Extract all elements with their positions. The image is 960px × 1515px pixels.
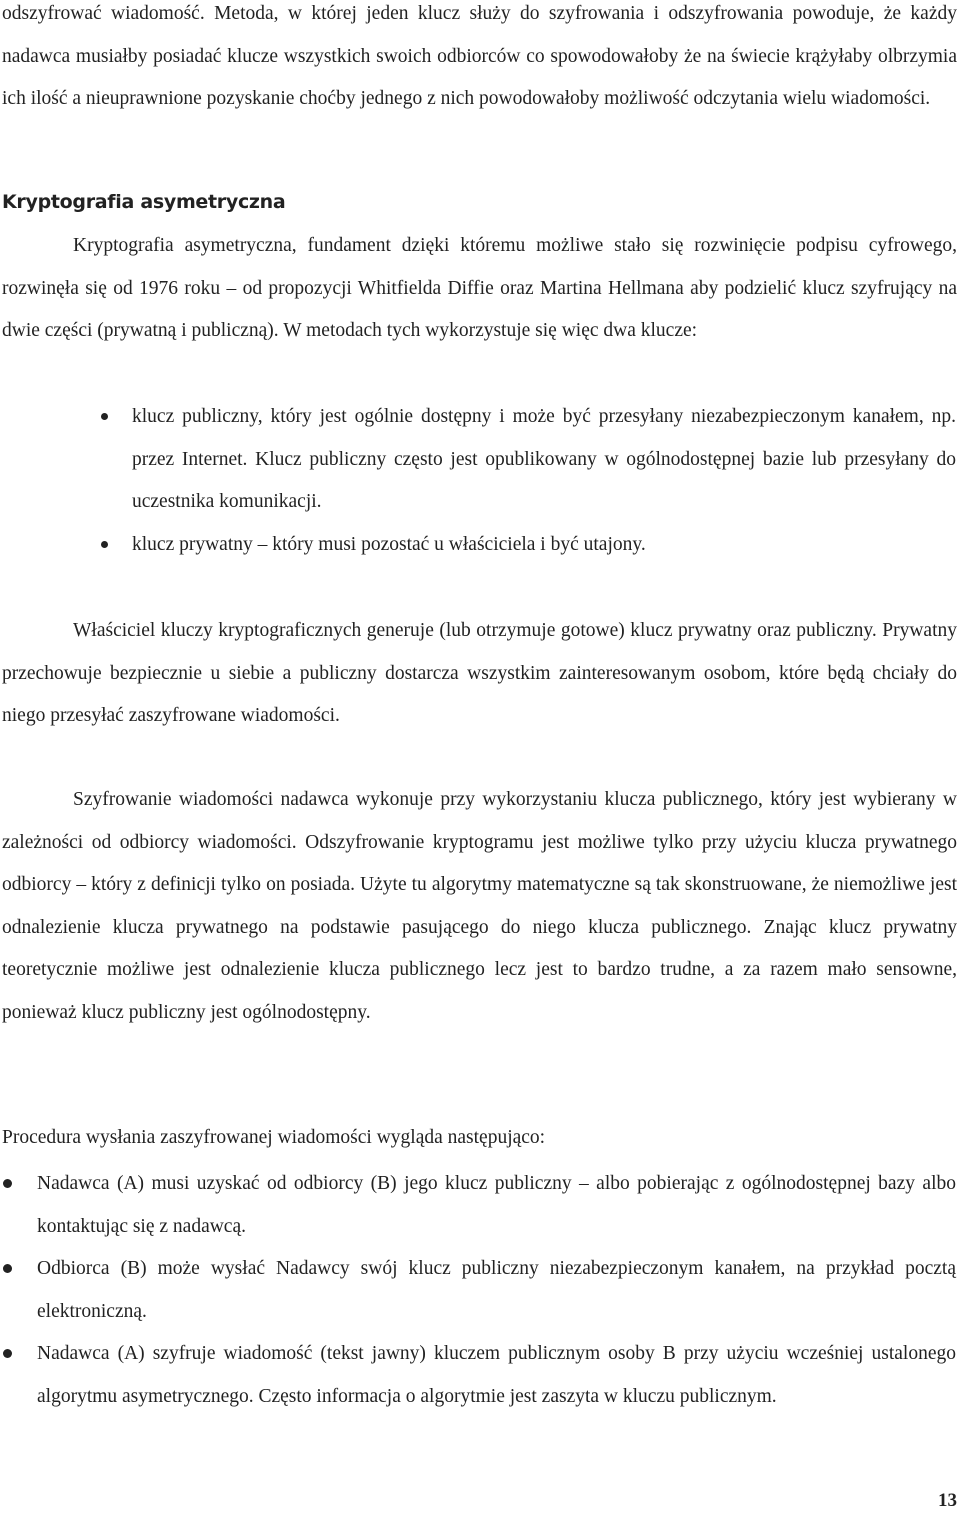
procedure-step [37, 1163, 956, 1248]
list-item-private-key [132, 524, 956, 567]
bullet-icon [3, 1349, 12, 1358]
procedure-step [37, 1333, 956, 1418]
keys-list [132, 396, 956, 566]
section-heading: Kryptografia asymetryczna [2, 191, 286, 213]
bullet-icon [3, 1179, 12, 1188]
procedure-intro: Procedura wysłania zaszyfrowanej wiadomości wygląda następująco: [2, 1127, 546, 1148]
list-item-public-key [132, 396, 956, 524]
procedure-step-text: Nadawca (A) musi uzyskać od odbiorcy (B) jego klucz publiczny – albo pobierając z ogólnodostępnej bazy albo kontaktując się z nadawcą. [37, 1173, 956, 1237]
page-number: 13 [938, 1490, 957, 1511]
list-item-text: klucz prywatny – który musi pozostać u właściciela i być utajony. [132, 533, 646, 555]
procedure-step-text: Odbiorca (B) może wysłać Nadawcy swój klucz publiczny niezabezpieczonym kanałem, na przykład pocztą elektroniczną. [37, 1258, 956, 1322]
procedure-step [37, 1248, 956, 1333]
list-item-text: klucz publiczny, który jest ogólnie dostępny i może być przesyłany niezabezpieczonym kanałem, np. przez Internet. Klucz publiczny często jest opublikowany w ogólnodostępnej bazie lub przesyłany do uczestnika komunikacji. [132, 406, 956, 512]
bullet-icon [3, 1264, 12, 1273]
procedure-step-text: Nadawca (A) szyfruje wiadomość (tekst jawny) kluczem publicznym osoby B przy użyciu wcześniej ustalonego algorytmu asymetrycznego. Często informacja o algorytmie jest zaszyta w kluczu publicznym. [37, 1343, 956, 1407]
bullet-icon [101, 541, 108, 548]
asymmetric-crypto-paragraph: Kryptografia asymetryczna, fundament dzięki któremu możliwe stało się rozwinięcie podpisu cyfrowego, rozwinęła się od 1976 roku – od propozycji Whitfielda Diffie oraz Martina Hellmana aby podzielić klucz szyfrujący na dwie części (prywatną i publiczną). W metodach tych wykorzystuje się więc dwa klucze: [2, 235, 957, 341]
encryption-paragraph: Szyfrowanie wiadomości nadawca wykonuje przy wykorzystaniu klucza publicznego, który jest wybierany w zależności od odbiorcy wiadomości. Odszyfrowanie kryptogramu jest możliwe tylko przy użyciu klucza prywatnego odbiorcy – który z definicji tylko on posiada. Użyte tu algorytmy matematyczne są tak skonstruowane, że niemożliwe jest odnalezienie klucza prywatnego na podstawie pasującego do niego klucza publicznego. Znając klucz prywatny teoretycznie możliwe jest odnalezienie klucza publicznego lecz jest to bardzo trudne, a za razem mało sensowne, ponieważ klucz publiczny jest ogólnodostępny. [2, 789, 957, 1023]
procedure-list [37, 1163, 956, 1418]
bullet-icon [101, 413, 108, 420]
key-owner-paragraph: Właściciel kluczy kryptograficznych generuje (lub otrzymuje gotowe) klucz prywatny oraz publiczny. Prywatny przechowuje bezpiecznie u siebie a publiczny dostarcza wszystkim zainteresowanym osobom, które będą chciały do niego przesyłać zaszyfrowane wiadomości. [2, 620, 957, 726]
intro-paragraph: odszyfrować wiadomość. Metoda, w której jeden klucz służy do szyfrowania i odszyfrowania powoduje, że każdy nadawca musiałby posiadać klucze wszystkich swoich odbiorców co spowodowałoby że na świecie krążyłaby olbrzymia ich ilość a nieuprawnione pozyskanie choćby jednego z nich powodowałoby możliwość odczytania wielu wiadomości. [2, 3, 957, 109]
